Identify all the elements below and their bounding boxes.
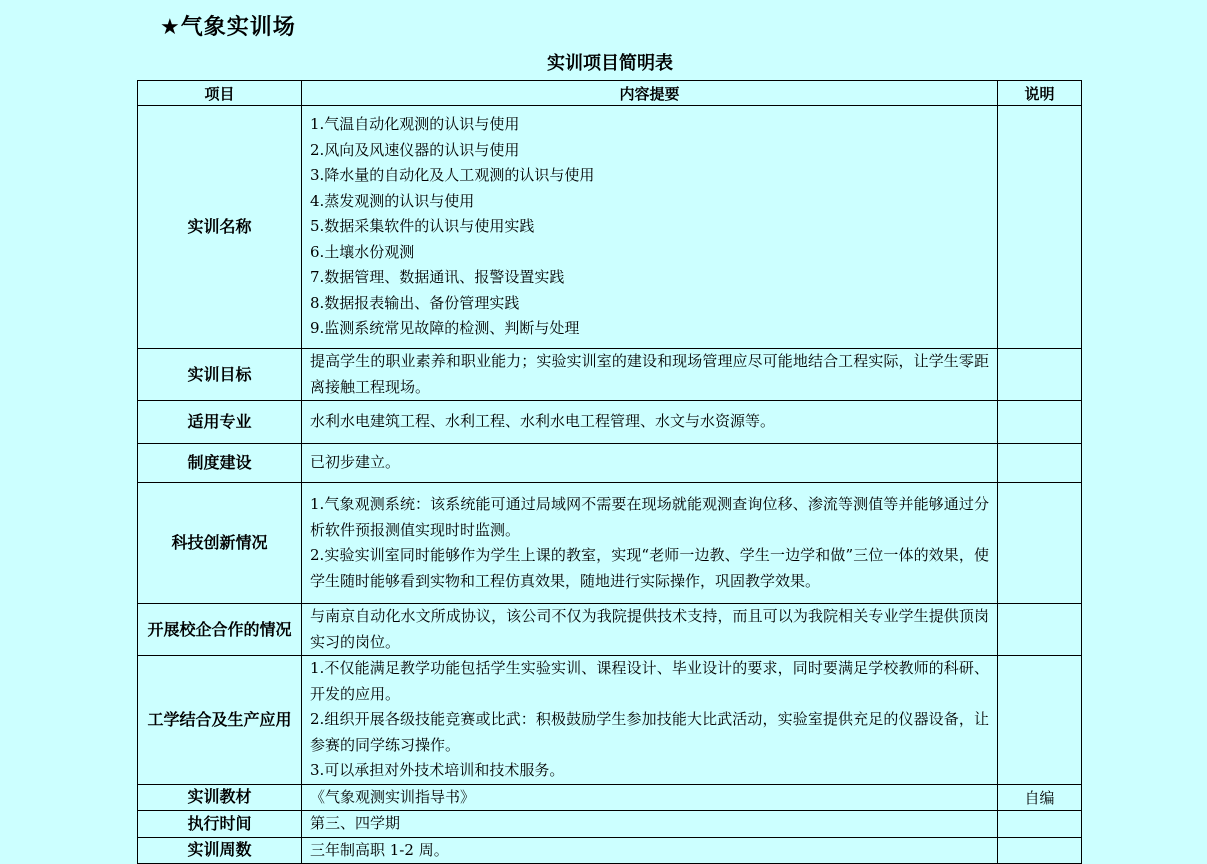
row-item: 开展校企合作的情况 [138,604,302,656]
summary-table [137,80,1082,864]
row-note [998,483,1082,604]
row-content [302,656,998,785]
row-note [998,401,1082,444]
content-line: 3.降水量的自动化及人工观测的认识与使用 [310,166,595,185]
row-note [998,444,1082,483]
row-note [998,837,1082,864]
row-item: 实训目标 [138,349,302,401]
content-line: 8.数据报表输出、备份管理实践 [310,293,520,312]
table-row [138,444,1082,483]
row-item: 科技创新情况 [138,483,302,604]
content-line: 《气象观测实训指导书》 [310,787,476,806]
row-note [998,656,1082,785]
column-header-item: 项目 [138,81,302,106]
row-item: 实训周数 [138,837,302,864]
content-line: 2.组织开展各级技能竞赛或比武：积极鼓励学生参加技能大比武活动，实验室提供充足的仪器设备，让参赛的同学练习操作。 [310,710,989,754]
table-title: 实训项目简明表 [547,53,673,74]
content-line: 6.土壤水份观测 [310,242,415,261]
table-row [138,656,1082,785]
page-heading: ★气象实训场 [160,15,296,40]
row-note [998,349,1082,401]
content-line: 1.不仅能满足教学功能包括学生实验实训、课程设计、毕业设计的要求，同时要满足学校教师的科研、开发的应用。 [310,659,989,703]
content-line: 2.风向及风速仪器的认识与使用 [310,140,520,159]
row-note [998,604,1082,656]
content-line: 1.气象观测系统：该系统能可通过局域网不需要在现场就能观测查询位移、渗流等测值等并能够通过分析软件预报测值实现时时监测。 [310,495,989,539]
table-row [138,483,1082,604]
row-item: 适用专业 [138,401,302,444]
row-note [998,106,1082,349]
content-line: 三年制高职 1-2 周。 [310,840,449,859]
table-row [138,811,1082,838]
row-item: 实训名称 [138,106,302,349]
content-line: 已初步建立。 [310,453,401,472]
row-content [302,784,998,811]
row-item: 制度建设 [138,444,302,483]
table-row [138,784,1082,811]
row-content [302,349,998,401]
row-content [302,811,998,838]
row-content [302,444,998,483]
table-row [138,349,1082,401]
content-line: 3.可以承担对外技术培训和技术服务。 [310,761,565,779]
content-line: 提高学生的职业素养和职业能力；实验实训室的建设和现场管理应尽可能地结合工程实际，让学生零距离接触工程现场。 [310,352,989,396]
content-line: 7.数据管理、数据通讯、报警设置实践 [310,268,565,287]
content-line: 第三、四学期 [310,814,401,832]
row-note: 自编 [998,784,1082,811]
table-row [138,837,1082,864]
row-content [302,604,998,656]
row-content [302,483,998,604]
content-line: 与南京自动化水文所成协议，该公司不仅为我院提供技术支持，而且可以为我院相关专业学生提供顶岗实习的岗位。 [310,607,989,651]
row-content [302,401,998,444]
content-line: 水利水电建筑工程、水利工程、水利水电工程管理、水文与水资源等。 [310,412,776,431]
row-item: 执行时间 [138,811,302,838]
content-line: 1.气温自动化观测的认识与使用 [310,115,520,134]
content-line: 4.蒸发观测的认识与使用 [310,191,475,210]
row-content [302,106,998,349]
column-header-content: 内容提要 [302,81,998,106]
row-content [302,837,998,864]
row-note [998,811,1082,838]
column-header-note: 说明 [998,81,1082,106]
content-line: 9.监测系统常见故障的检测、判断与处理 [310,319,580,338]
content-line: 5.数据采集软件的认识与使用实践 [310,217,535,236]
row-item: 实训教材 [138,784,302,811]
table-row [138,401,1082,444]
table-row [138,106,1082,349]
content-line: 2.实验实训室同时能够作为学生上课的教室，实现“老师一边教、学生一边学和做”三位一体的效果，使学生随时能够看到实物和工程仿真效果，随地进行实际操作，巩固教学效果。 [310,546,989,590]
header-row [138,81,1082,106]
table-row [138,604,1082,656]
row-item: 工学结合及生产应用 [138,656,302,785]
